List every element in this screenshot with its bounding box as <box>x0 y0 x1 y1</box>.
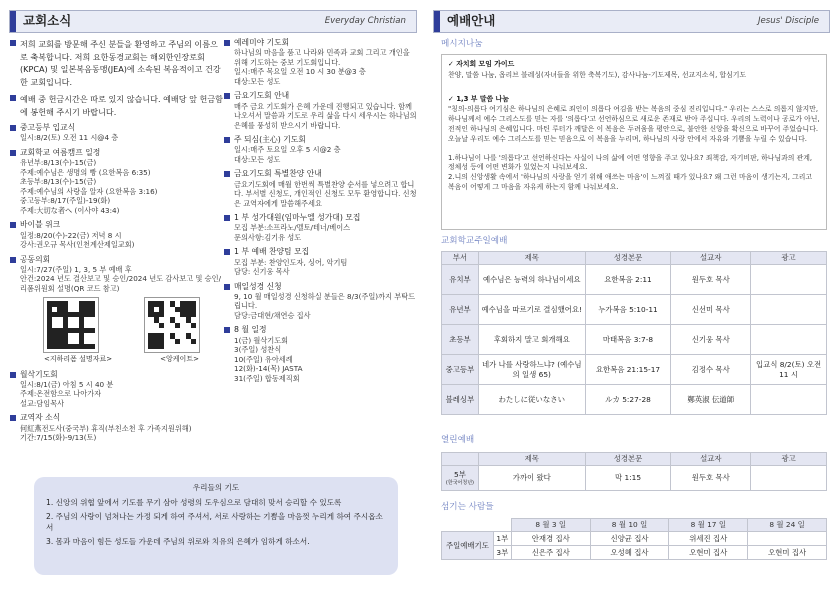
table-cell <box>442 466 479 491</box>
table-cell <box>751 295 827 325</box>
news-column-1 <box>10 38 223 448</box>
news-item-title: 저희 교회를 방문해 주신 분들을 환영하고 주님의 이름으로 축복합니다. 저희 요한동경교회는 해외한인장로회(KPCA) 및 일본복음동맹(JEA)에 소속된 복음적이고 건강한 교회입니다. <box>20 39 221 87</box>
news-item-title: 교역자 소식 <box>20 413 61 423</box>
table-row <box>442 532 827 546</box>
table-cell: 마태복음 3:7-8 <box>585 325 671 355</box>
news-item <box>10 370 223 409</box>
header-accent-bar <box>434 11 440 32</box>
news-item-title: 중고등부 입교식 <box>20 123 76 133</box>
bullet-square <box>224 93 230 99</box>
news-item-line: 설교:담임목사 <box>20 398 65 408</box>
news-item-line: 기간:7/15(화)-9/13(토) <box>20 433 97 443</box>
news-item <box>224 282 418 321</box>
bullet-square <box>10 95 16 101</box>
news-subtitle: Everyday Christian <box>324 15 406 26</box>
table-cell: 블레싱부 <box>442 385 479 415</box>
news-item <box>10 93 223 118</box>
news-item-line: 주제:온전함으로 나아가자 <box>20 389 102 399</box>
servants-table <box>441 518 827 560</box>
news-column-2 <box>224 38 418 388</box>
news-item <box>224 169 418 208</box>
news-item <box>10 123 223 143</box>
news-item-line: 대상:모든 성도 <box>234 154 281 164</box>
news-item-line: 12(화)-14(목) JASTA <box>234 364 303 374</box>
youth-worship-table <box>441 452 827 491</box>
table-cell <box>751 265 827 295</box>
guide-heading <box>448 60 820 70</box>
table-header-empty <box>493 519 511 532</box>
prayer-title: 우리들의 기도 <box>192 483 240 492</box>
servants-section-label: 섬기는 사람들 <box>441 502 494 512</box>
bullet-square <box>10 40 16 46</box>
news-item <box>224 247 418 276</box>
table-header: 8 월 3 일 <box>511 519 590 532</box>
table-row <box>442 546 827 560</box>
news-item <box>10 255 223 365</box>
table-cell: 중고등부 <box>442 355 479 385</box>
news-item-line: 9, 10 월 매일성경 신청하실 분들은 8/3(주일)까지 부탁드립니다. <box>234 291 416 311</box>
news-item-line: 담당: 신기웅 목사 <box>234 267 290 277</box>
table-cell: 누가복음 5:10-11 <box>585 295 671 325</box>
table-cell: 오현미 집사 <box>748 546 827 560</box>
news-item-line: 모집 부분: 찬양인도자, 싱어, 악기팀 <box>234 257 348 267</box>
qr-code[interactable] <box>144 297 200 353</box>
news-item-title: 예레미야 기도회 <box>234 38 290 47</box>
bullet-square <box>224 171 230 177</box>
news-item-line: 대상:모든 성도 <box>234 76 281 86</box>
table-cell: 신은주 집사 <box>511 546 590 560</box>
news-item <box>224 135 418 164</box>
qr-caption: <앙케이트> <box>160 355 199 364</box>
news-item <box>10 220 223 249</box>
table-header-row <box>442 519 827 532</box>
table-cell: 후회하지 말고 회개해요 <box>478 325 585 355</box>
table-cell: 요한복음 2:11 <box>585 265 671 295</box>
news-item-title: 예배 중 헌금시간은 따로 있지 않습니다. 예배당 앞 헌금함에 봉헌해 주시기 바랍니다. <box>20 94 223 117</box>
table-cell: 입교식 8/2(토) 오전 11 시 <box>751 355 827 385</box>
youth-section-label: 열린예배 <box>441 435 475 445</box>
table-row <box>442 355 827 385</box>
news-item <box>224 325 418 383</box>
table-row <box>442 325 827 355</box>
table-cell: 요한복음 21:15-17 <box>585 355 671 385</box>
news-item-line: 매주 금요 기도회가 은혜 가운데 진행되고 있습니다. 함께 나오셔서 말씀과 기도로 우리 삶을 다시 세우시는 하나님의 은혜를 풍성히 받으시기 바랍니다. <box>234 101 417 130</box>
news-item <box>10 413 223 442</box>
table-cell: わたしに従いなさい <box>478 385 585 415</box>
news-item-line: 何紅燕전도사(중국부) 휴직(부친소천 후 가족지원위해) <box>20 423 192 433</box>
bullet-square <box>224 215 230 221</box>
news-item-title: 매일성경 신청 <box>234 281 282 291</box>
news-item <box>224 213 418 242</box>
news-item-line: 초등부:8/13(수)-15(금) <box>20 177 97 187</box>
table-header: 제목 <box>478 252 585 265</box>
news-item <box>10 148 223 215</box>
bullet-square <box>10 372 16 378</box>
check-icon: ✓ <box>448 94 457 103</box>
prayer-item: 3. 몸과 마음이 힘든 성도들 가운데 주님의 위로와 치유의 은혜가 임하게 하소서. <box>46 537 310 547</box>
worship-subtitle: Jesus' Disciple <box>757 15 819 26</box>
news-item-title: 월삭기도회 <box>20 369 58 379</box>
table-cell: 안재경 집사 <box>511 532 590 546</box>
table-cell: 위세진 집사 <box>669 532 748 546</box>
bullet-square <box>10 257 16 263</box>
table-header-row <box>442 453 827 466</box>
table-cell: 오성혜 집사 <box>590 546 669 560</box>
news-item-title: 교회학교 여름캠프 일정 <box>20 147 101 157</box>
prayer-item: 2. 주님의 사랑이 넘쳐나는 가정 되게 하여 주셔서, 서로 사랑하는 기쁨을 마음껏 누리게 하여 주시옵소서 <box>46 512 383 533</box>
news-item-line: 10(주일) 유아세례 <box>234 354 293 364</box>
news-item-line: 일시:8/1(금) 아침 5 시 40 분 <box>20 379 114 389</box>
table-header: 성경본문 <box>585 252 671 265</box>
bullet-square <box>10 222 16 228</box>
news-item-line: 일정:8/20(수)-22(금) 저녁 8 시 <box>20 230 122 240</box>
news-item-title: 1 부 성가대원(임마누엘 성가대) 모집 <box>234 213 361 223</box>
table-cell: 1부 <box>493 532 511 546</box>
news-item <box>10 38 223 88</box>
guide-text: 찬양, 말씀 나눔, 옵리브 블레싱(자녀들을 위한 축복기도), 감사나눔-기도제목, 선교지소식, 합심기도 <box>448 70 747 79</box>
header-accent-bar <box>10 11 16 32</box>
table-cell: 예수님을 따르기로 결심했어요! <box>478 295 585 325</box>
table-cell <box>748 532 827 546</box>
table-header: 부서 <box>442 252 479 265</box>
point-heading <box>448 95 820 105</box>
table-header-row <box>442 252 827 265</box>
news-item-title: 금요기도회 특별찬양 안내 <box>234 169 322 179</box>
news-item-line: 강사:권오규 목사(인천계산제일교회) <box>20 240 135 250</box>
table-cell: 원두호 목사 <box>671 466 751 491</box>
table-row <box>442 466 827 491</box>
table-cell <box>751 385 827 415</box>
qr-code[interactable] <box>43 297 99 353</box>
table-header: 8 월 10 일 <box>590 519 669 532</box>
news-item-line: 중고등부:8/17(주일)-19(화) <box>20 196 111 206</box>
table-cell: 3부 <box>493 546 511 560</box>
bullet-square <box>224 284 230 290</box>
news-item-line: 일시:8/2(토) 오전 11 시@4 층 <box>20 133 119 143</box>
news-item-line: 주제:예수님의 사랑을 알자 (요한복음 3:16) <box>20 186 158 196</box>
guide-title: 자치회 모임 가이드 <box>456 60 515 68</box>
table-cell: ルカ 5:27-28 <box>585 385 671 415</box>
news-header <box>9 10 417 33</box>
news-item <box>224 38 418 86</box>
news-item-title: 공동의회 <box>20 254 51 264</box>
table-cell: 유치부 <box>442 265 479 295</box>
table-cell: 가까이 왔다 <box>478 466 585 491</box>
table-header: 성경본문 <box>585 453 671 466</box>
point-title: 1,3 부 말씀 나눔 <box>456 94 509 103</box>
message-section-label: 메시지나눔 <box>441 39 483 49</box>
bullet-square <box>224 137 230 143</box>
worship-header <box>433 10 830 33</box>
news-title: 교회소식 <box>23 13 72 29</box>
news-item-line: 주제:大切な者へ (이사야 43:4) <box>20 205 120 215</box>
news-item-line: 31(주일) 합동제직회 <box>234 373 300 383</box>
news-item-title: 바이블 위크 <box>20 220 61 230</box>
qr-captions <box>20 355 223 364</box>
table-cell: 막 1:15 <box>585 466 671 491</box>
news-item-line: 3(주일) 성찬식 <box>234 345 282 355</box>
table-cell: 오현미 집사 <box>669 546 748 560</box>
table-cell: 네가 나를 사랑하느냐? (예수님의 일생 65) <box>478 355 585 385</box>
news-item-line: 문의사항:김기유 성도 <box>234 232 302 242</box>
news-item-title: 금요기도회 안내 <box>234 91 290 101</box>
news-item-line: 일시:매주 토요일 오후 5 시@2 층 <box>234 145 341 155</box>
news-item-line: 담당:금대현/채연승 집사 <box>234 310 311 320</box>
school-section-label: 교회학교주일예배 <box>441 236 508 246</box>
news-item-line: 안건:2024 년도 결산보고 및 승인/2024 년도 감사보고 및 승인/리폼위원회 설명(QR 코드 참고) <box>20 274 221 293</box>
news-item-line: 일시:7/27(주일) 1, 3, 5 부 예배 후 <box>20 264 132 274</box>
news-item-line: 주제:예수님은 생명의 빵 (요한복음 6:35) <box>20 167 151 177</box>
qr-module <box>89 344 94 349</box>
table-row <box>442 295 827 325</box>
qr-caption: <지하리폼 설명자료> <box>44 355 113 364</box>
service-number: 5부 <box>454 469 466 479</box>
table-header: 광고 <box>751 453 827 466</box>
news-item <box>224 91 418 130</box>
check-icon: ✓ <box>448 60 457 68</box>
worship-title: 예배안내 <box>447 13 496 29</box>
qr-codes <box>20 297 223 353</box>
news-item-line: 유년부:8/13(수)-15(금) <box>20 158 97 168</box>
discussion-question: 1.하나님이 나를 '의롭다'고 선언하신다는 사실이 나의 삶에 어떤 영향을 주고 있나요? 죄책감, 자기비판, 하나님과의 관계, 정체성 등에 어떤 변화가 있었는지 나눠보세요. <box>448 153 813 172</box>
bullet-square <box>10 125 16 131</box>
table-header <box>442 453 479 466</box>
message-box <box>441 54 827 230</box>
bullet-square <box>10 415 16 421</box>
table-header-empty <box>442 519 494 532</box>
prayer-item: 1. 신앙의 위협 앞에서 기도를 무기 삼아 성령의 도우심으로 담대히 맞서 승리할 수 있도록 <box>46 498 342 508</box>
table-cell: 예수님은 능력의 하나님이세요 <box>478 265 585 295</box>
table-cell: 김정수 목사 <box>671 355 751 385</box>
news-item-title: 주 되심(主心) 기도회 <box>234 135 306 145</box>
table-cell: 신양균 집사 <box>590 532 669 546</box>
prayer-box <box>34 477 398 575</box>
news-item-line: 일시:매주 목요일 오전 10 시 30 분@3 층 <box>234 67 366 77</box>
bullet-square <box>224 40 230 46</box>
qr-module <box>191 344 196 349</box>
table-cell: 초등부 <box>442 325 479 355</box>
news-item-title: 8 월 일정 <box>234 325 267 335</box>
news-item-line: 하나님의 마음을 품고 나라와 민족과 교회 그리고 개인을 위해 기도하는 중보 기도회입니다. <box>234 48 410 67</box>
row-label: 주일예배기도 <box>442 532 494 560</box>
table-cell: 신기웅 목사 <box>671 325 751 355</box>
bullet-square <box>224 249 230 255</box>
table-cell: 신선미 목사 <box>671 295 751 325</box>
table-cell: 원두호 목사 <box>671 265 751 295</box>
news-item-line: 1(금) 월삭기도회 <box>234 335 289 345</box>
discussion-question: 2.니의 신앙생활 속에서 '하나님의 사랑을 얻기 위해 애쓰는 마음'이 느껴질 때가 있나요? 왜 그런 마음이 생기는지, 그리고 복음이 어떻게 그 마음을 자유케 하는지 함께 나눠보세요. <box>448 173 813 191</box>
table-header: 8 월 17 일 <box>669 519 748 532</box>
school-worship-table <box>441 251 827 415</box>
table-row <box>442 385 827 415</box>
news-item-line: 금요기도회에 매월 한번씩 특별찬양 순서를 넣으려고 합니다. 부서별 신청도, 개인적인 신청도 모두 환영합니다. 신청은 교역자에게 말씀해주세요 <box>234 179 417 208</box>
news-item-title: 1 부 예배 찬양팀 모집 <box>234 247 310 257</box>
table-cell: 유년부 <box>442 295 479 325</box>
table-header: 8 월 24 일 <box>748 519 827 532</box>
table-cell <box>751 466 827 491</box>
table-row <box>442 265 827 295</box>
service-note: (한국어청년) <box>445 479 474 486</box>
table-header: 제목 <box>478 453 585 466</box>
bullet-square <box>224 327 230 333</box>
message-paragraph: "칭의-의롭다 여기심은 하나님의 은혜로 죄인이 의롭다 여김을 받는 복음의 중심 진리입니다." 우리는 스스로 의롭지 않지만, 하나님께서 예수 그리스도를 믿는 자를 '의롭다'고 선언하심으로 새로운 존재로 받아 주십니다. 우리의 노력이나 공로가 아닌, 전적인 하나님의 은혜입니다. 마틴 루터가 깨달은 이 복음은 두려움을 평안으로, 불안한 신앙을 확신으로 바꾸어 주었습니다. 오늘날 우리도 예수 그리스도를 믿는 믿음으로 이 복음을 누리며, 하나님의 사랑 안에서 자유와 기쁨을 누릴 수 있습니다. <box>448 105 820 143</box>
table-cell: 鄭英淑 伝道師 <box>671 385 751 415</box>
table-header: 광고 <box>751 252 827 265</box>
table-cell <box>751 325 827 355</box>
table-header: 설교자 <box>671 453 751 466</box>
table-header: 설교자 <box>671 252 751 265</box>
bullet-square <box>10 150 16 156</box>
news-item-line: 모집 부분:소프라노/멜토/테너/베이스 <box>234 223 351 233</box>
